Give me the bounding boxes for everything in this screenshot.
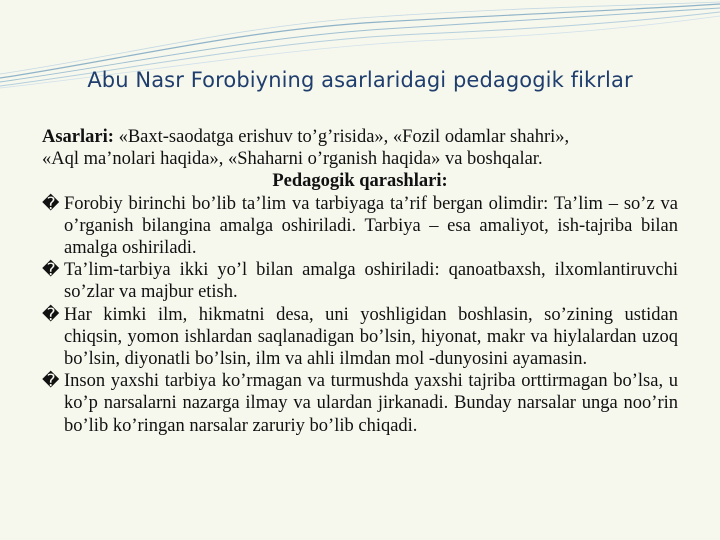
bullet-text-1: Forobiy birinchi bo’lib ta’lim va tarbiyaga ta’rif bergan olimdir: Ta’lim – so’z va o’rganish bilangina amalga oshiriladi. Tarbiya – esa amaliyot, ish-tajriba bilan amalga oshiriladi. [64, 193, 678, 259]
bullet-text-4: Inson yaxshi tarbiya ko’rmagan va turmushda yaxshi tajriba orttirmagan bo’lsa, u ko’p narsalarni nazarga ilmay va ulardan jirkanadi. Bunday narsalar unga noo’rin bo’lib ko’ringan narsalar zaruriy bo’lib chiqadi. [64, 371, 678, 436]
bullet-item-1 [42, 193, 678, 260]
works-text-line2: «Aql ma’nolari haqida», «Shaharni o’rganish haqida» va boshqalar. [42, 149, 543, 170]
bullet-text-3: Har kimki ilm, hikmatni desa, uni yoshligidan boshlasin, so’zining ustidan chiqsin, yomon ishlardan saqlanadigan bo’lsin, hiyonat, makr va hiylalardan uzoq bo’lsin, diyonatli bo’lsin, ilm va ahli ilmdan mol -dunyosini ayamasin. [64, 304, 678, 370]
bullet-marker-icon: � [42, 371, 60, 392]
bullet-marker-icon: � [42, 304, 60, 325]
bullet-marker-icon: � [42, 193, 60, 214]
bullet-item-4 [42, 370, 678, 437]
bullet-marker-icon: � [42, 260, 60, 281]
works-text-line1: «Baxt-saodatga erishuv to’g’risida», «Fozil odamlar shahri», [113, 127, 570, 147]
slide-body [42, 126, 678, 437]
bullet-item-3 [42, 304, 678, 371]
works-paragraph [42, 126, 678, 170]
works-label: Asarlari: [42, 127, 114, 147]
bullet-item-2 [42, 259, 678, 303]
bullet-text-2: Ta’lim-tarbiya ikki yo’l bilan amalga oshiriladi: qanoatbaxsh, ilxomlantiruvchi so’zlar va majbur etish. [64, 260, 678, 303]
slide-title: Abu Nasr Forobiyning asarlaridagi pedagogik fikrlar [87, 68, 633, 92]
subheading: Pedagogik qarashlari: [272, 171, 448, 192]
